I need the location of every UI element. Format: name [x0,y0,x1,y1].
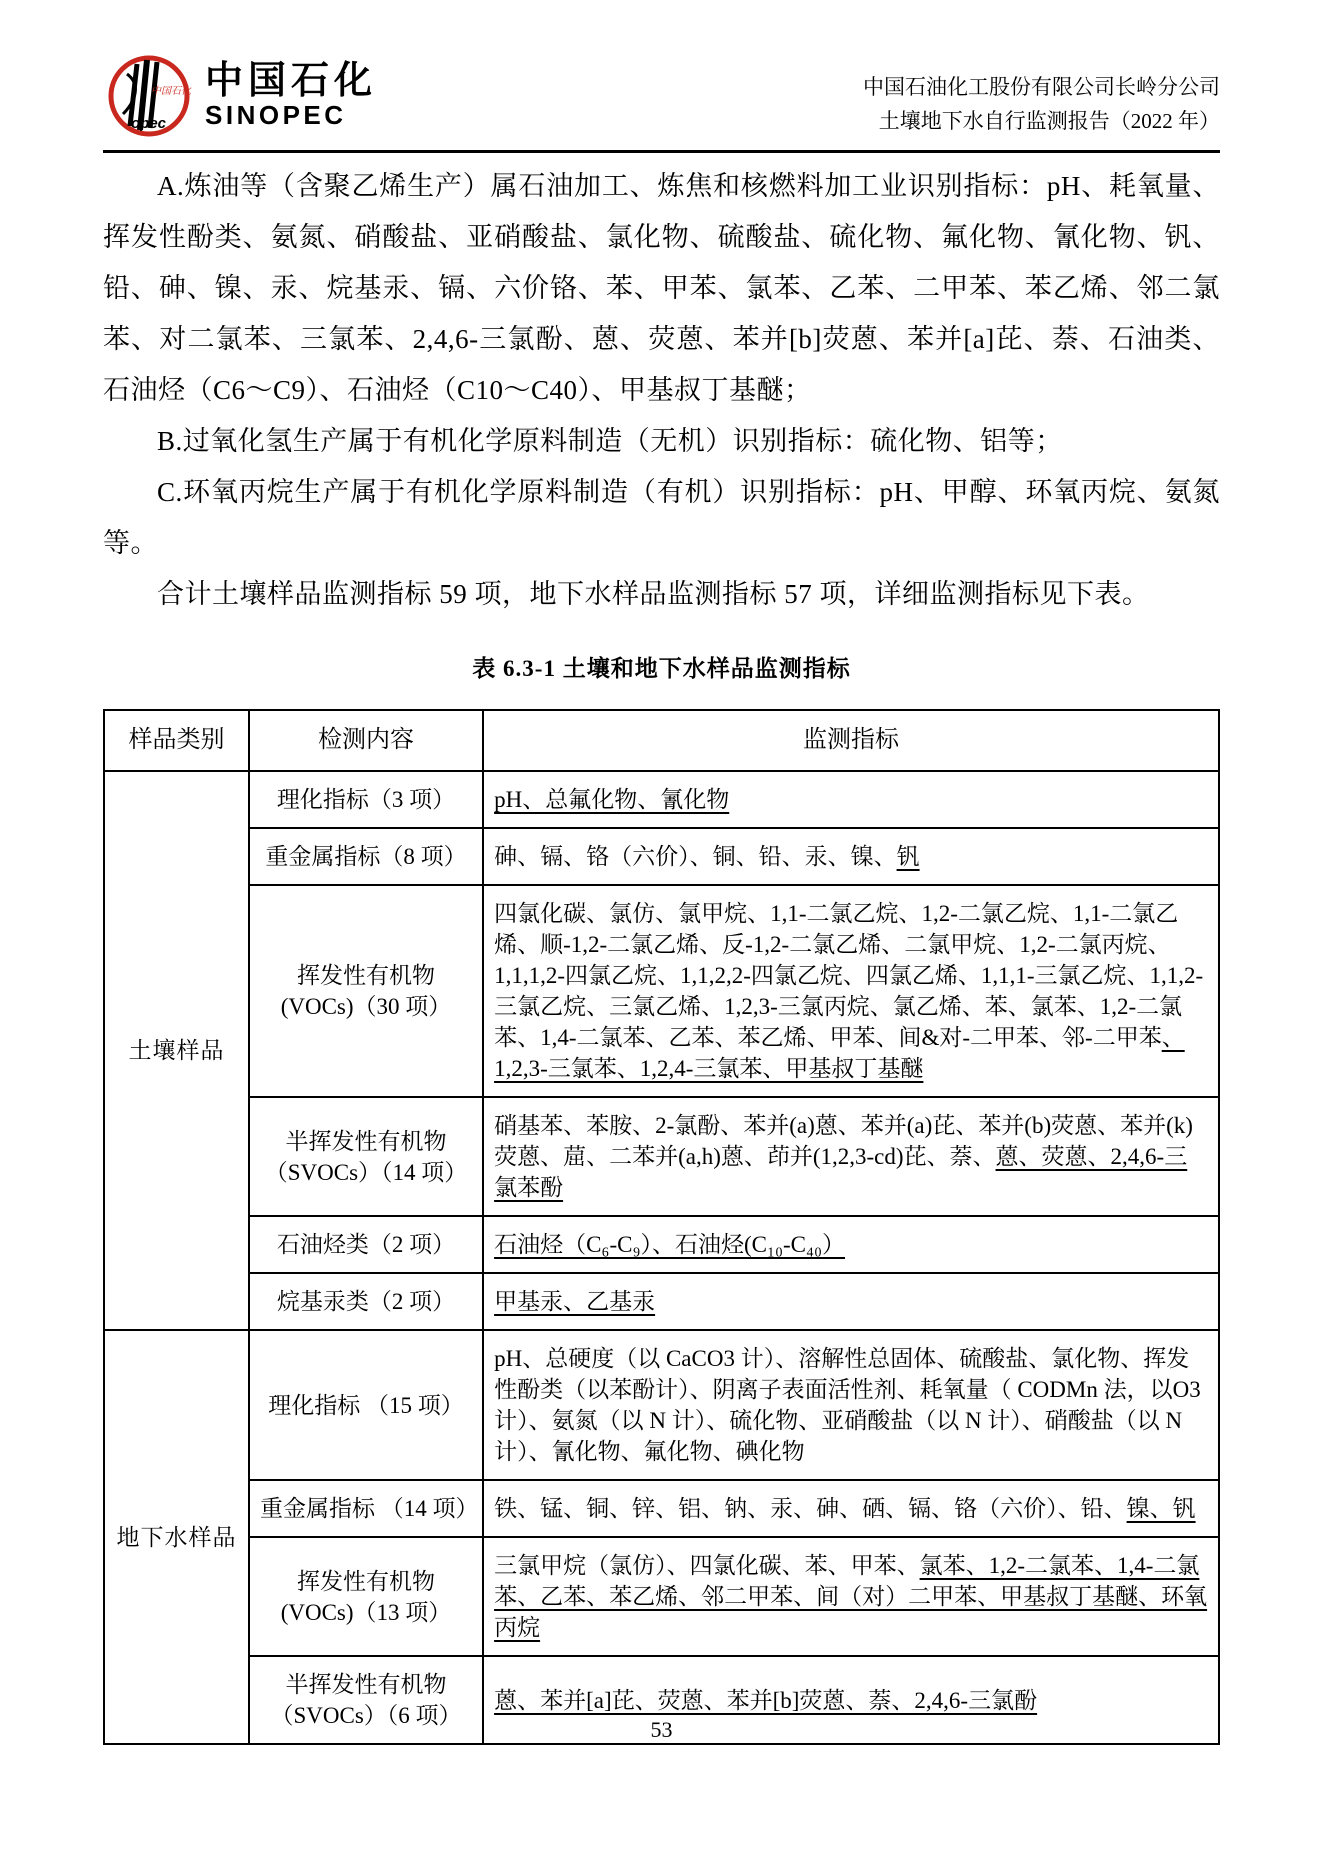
indicator-segment: 钒 [896,844,920,869]
indicators-cell [483,1480,1219,1537]
report-header-text [863,70,1220,140]
table-row [104,771,1219,828]
body-paragraph: B.过氧化氢生产属于有机化学原料制造（无机）识别指标：硫化物、铝等； [157,426,1063,456]
indicators-cell [483,885,1219,1097]
content-cell: 挥发性有机物 (VOCs)（30 项） [249,885,483,1097]
body-text [103,161,1220,620]
indicators-cell [483,828,1219,885]
sinopec-brand [103,52,377,140]
table-row [104,1537,1219,1656]
report-title: 土壤地下水自行监测报告（2022 年） [878,109,1220,133]
indicators-cell [483,1330,1219,1480]
brand-name-en: SINOPEC [205,100,347,131]
body-paragraph: C.环氧丙烷生产属于有机化学原料制造（有机）识别指标：pH、甲醇、环氧丙烷、氨氮等。 [103,477,1220,558]
indicator-segment: pH、总氟化物、氰化物 [494,787,730,812]
indicator-segment: 氯苯、1,2-二氯苯、1,4-二氯苯、乙苯、苯乙烯、邻二甲苯、间（对）二甲苯、甲基叔丁基醚、环氧丙烷 [494,1553,1208,1640]
content-cell: 挥发性有机物 (VOCs)（13 项） [249,1537,483,1656]
svg-text:中国石化: 中国石化 [151,86,191,97]
table-header-row [104,710,1219,771]
indicator-segment: 甲基汞、乙基汞 [494,1289,656,1314]
indicators-cell [483,1537,1219,1656]
indicator-segment: 硝基苯、苯胺、2-氯酚、苯并(a)蒽、苯并(a)芘、苯并(b)荧蒽、苯并(k)荧蒽、䓛、二苯并(a,h)蒽、茚并(1,2,3-cd)芘、萘、 [494,1113,1193,1169]
table-row [104,828,1219,885]
monitoring-indicators-table [103,709,1220,1745]
content-cell: 半挥发性有机物 （SVOCs）（6 项） [249,1656,483,1744]
indicators-cell [483,1273,1219,1330]
table-row [104,885,1219,1097]
content-cell: 烷基汞类（2 项） [249,1273,483,1330]
content-cell: 石油烃类（2 项） [249,1216,483,1273]
indicator-segment: 蒽、荧蒽、2,4,6-三氯苯酚 [494,1144,1188,1200]
indicator-segment: 蒽、苯并[a]芘、荧蒽、苯并[b]荧蒽、萘、2,4,6-三氯酚 [494,1687,1038,1713]
indicator-segment: 石油烃（C₆-C₉）、石油烃(C₁₀-C₄₀） [494,1232,846,1257]
table-row [104,1216,1219,1273]
page-number: 53 [650,1717,673,1742]
col-header-indicators: 监测指标 [483,710,1219,771]
content-cell: 半挥发性有机物 （SVOCs）（14 项） [249,1097,483,1216]
indicator-segment: 镍、钒 [1126,1496,1196,1521]
indicator-segment: pH、总硬度（以 CaCO3 计）、溶解性总固体、硫酸盐、氯化物、挥发性酚类（以苯酚计）、阴离子表面活性剂、耗氧量（ CODMn 法，以O3 计）、氨氮（以 N 计）、硫化物、亚硝酸盐（以 N 计）、硝酸盐（以 N 计）、氰化物、氟化物、碘化物 [494,1346,1201,1464]
indicators-cell [483,1097,1219,1216]
sinopec-logo-icon [103,52,195,140]
content-cell: 重金属指标（8 项） [249,828,483,885]
body-paragraph: A.炼油等（含聚乙烯生产）属石油加工、炼焦和核燃料加工业识别指标：pH、耗氧量、挥发性酚类、氨氮、硝酸盐、亚硝酸盐、氯化物、硫酸盐、硫化物、氟化物、氰化物、钒、铅、砷、镍、汞、烷基汞、镉、六价铬、苯、甲苯、氯苯、乙苯、二甲苯、苯乙烯、邻二氯苯、对二氯苯、三氯苯、2,4,6-三氯酚、蒽、荧蒽、苯并[b]荧蒽、苯并[a]芘、萘、石油类、石油烃（C6～C9）、石油烃（C10～C40）、甲基叔丁基醚； [103,171,1220,405]
indicators-cell [483,771,1219,828]
brand-text [205,62,377,129]
indicator-segment: 四氯化碳、氯仿、氯甲烷、1,1-二氯乙烷、1,2-二氯乙烷、1,1-二氯乙烯、顺-1,2-二氯乙烯、反-1,2-二氯乙烯、二氯甲烷、1,2-二氯丙烷、1,1,1,2-四氯乙烷、1,1,2,2-四氯乙烷、四氯乙烯、1,1,1-三氯乙烷、1,1,2-三氯乙烷、三氯乙烯、1,2,3-三氯丙烷、氯乙烯、苯、氯苯、1,2-二氯苯、1,4-二氯苯、乙苯、苯乙烯、甲苯、间&对-二甲苯、邻-二甲苯 [494,901,1204,1050]
category-cell: 地下水样品 [104,1330,249,1744]
table-row [104,1273,1219,1330]
indicator-segment: 三氯甲烷（氯仿）、四氯化碳、苯、甲苯、 [494,1553,920,1578]
indicator-segment: 砷、镉、铬（六价）、铜、铅、汞、镍、 [494,844,897,869]
category-cell: 土壤样品 [104,771,249,1330]
body-paragraph: 合计土壤样品监测指标 59 项，地下水样品监测指标 57 项，详细监测指标见下表。 [157,579,1150,609]
page-header [103,0,1220,153]
brand-name-cn: 中国石化 [205,60,378,103]
col-header-test-content: 检测内容 [249,710,483,771]
svg-text:opec: opec [131,115,167,132]
content-cell: 理化指标 （15 项） [249,1330,483,1480]
indicators-cell [483,1216,1219,1273]
table-row [104,1480,1219,1537]
col-header-sample-type: 样品类别 [104,710,249,771]
table-row [104,1330,1219,1480]
table-caption: 表 6.3-1 土壤和地下水样品监测指标 [472,656,851,681]
indicator-segment: 、1,2,3-三氯苯、1,2,4-三氯苯、甲基叔丁基醚 [494,1025,1185,1081]
indicator-segment: 铁、锰、铜、锌、铝、钠、汞、砷、硒、镉、铬（六价）、铅、 [494,1496,1127,1521]
content-cell: 理化指标（3 项） [249,771,483,828]
company-name: 中国石油化工股份有限公司长岭分公司 [863,75,1220,99]
table-row [104,1097,1219,1216]
content-cell: 重金属指标 （14 项） [249,1480,483,1537]
